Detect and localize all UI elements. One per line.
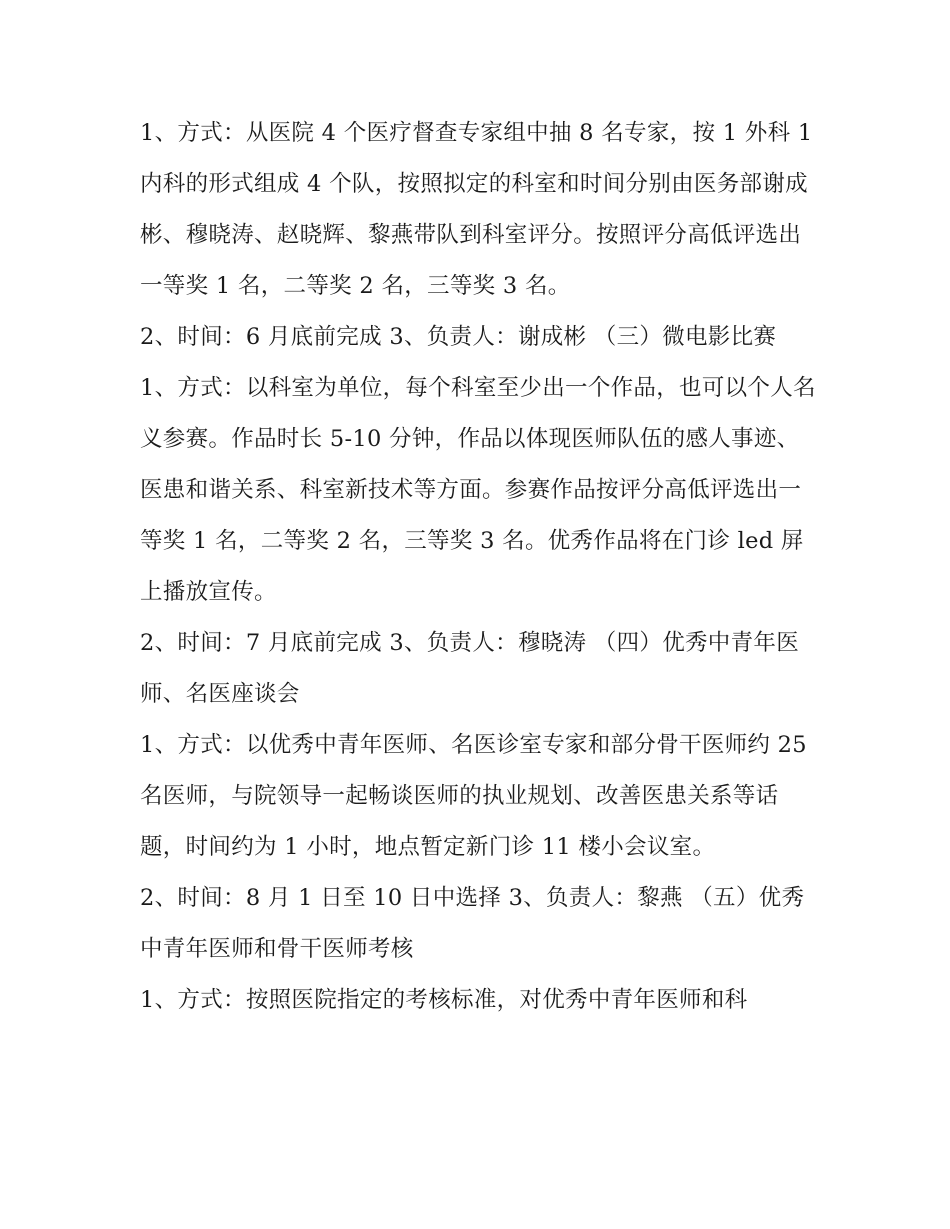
paragraph-time-responsible-assessment: 2、时间：8 月 1 日至 10 日中选择 3、负责人：黎燕 （五）优秀中青年医师和骨干医师考核 bbox=[140, 885, 805, 962]
document-body bbox=[140, 108, 820, 1026]
paragraph-method-assessment: 1、方式：按照医院指定的考核标准，对优秀中青年医师和科 bbox=[140, 987, 748, 1013]
paragraph-time-responsible-microfilm: 2、时间：6 月底前完成 3、负责人：谢成彬 （三）微电影比赛 bbox=[140, 324, 777, 350]
paragraph-time-responsible-forum: 2、时间：7 月底前完成 3、负责人：穆晓涛 （四）优秀中青年医师、名医座谈会 bbox=[140, 630, 800, 707]
paragraph-method-microfilm: 1、方式：以科室为单位，每个科室至少出一个作品，也可以个人名义参赛。作品时长 5-10 分钟，作品以体现医师队伍的感人事迹、医患和谐关系、科室新技术等方面。参赛作品按评分高低评选出一等奖 1 名，二等奖 2 名，三等奖 3 名。优秀作品将在门诊 led 屏上播放宣传。 bbox=[140, 375, 816, 605]
paragraph-method-forum: 1、方式：以优秀中青年医师、名医诊室专家和部分骨干医师约 25 名医师，与院领导一起畅谈医师的执业规划、改善医患关系等话题，时间约为 1 小时，地点暂定新门诊 11 楼小会议室。 bbox=[140, 732, 807, 860]
paragraph-method-inspection: 1、方式：从医院 4 个医疗督查专家组中抽 8 名专家，按 1 外科 1 内科的形式组成 4 个队，按照拟定的科室和时间分别由医务部谢成彬、穆晓涛、赵晓辉、黎燕带队到科室评分。按照评分高低评选出一等奖 1 名，二等奖 2 名，三等奖 3 名。 bbox=[140, 120, 813, 299]
